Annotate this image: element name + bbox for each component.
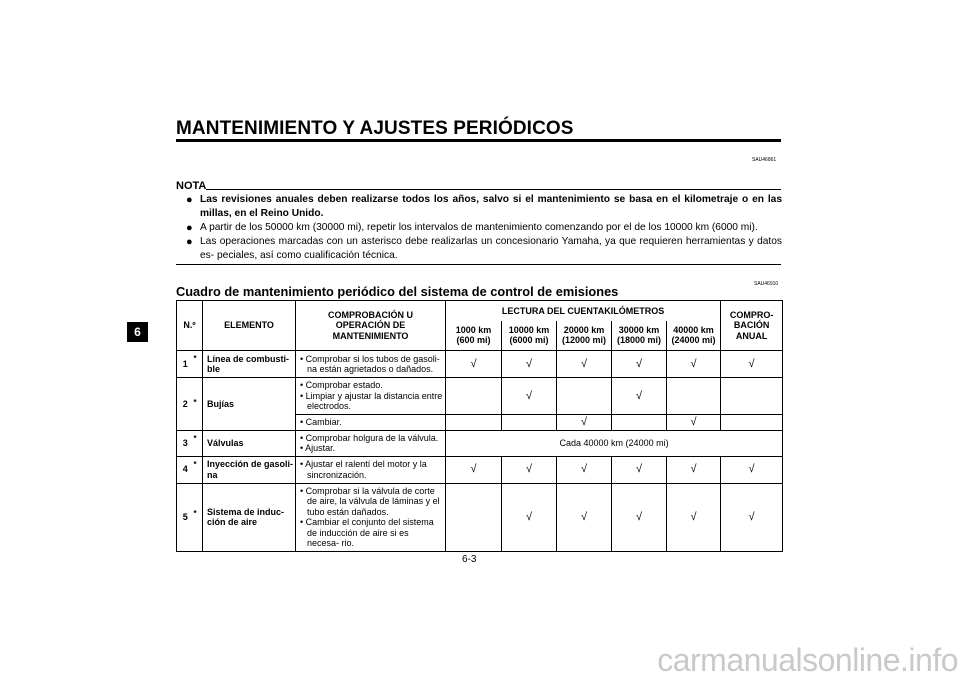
check-mark-icon: √ [667, 483, 721, 551]
row-operation: • Comprobar si los tubos de gasoli- na están agrietados o dañados. [296, 351, 446, 378]
table-row [177, 456, 783, 483]
check-mark-icon: √ [612, 351, 667, 378]
check-mark-icon: √ [667, 351, 721, 378]
empty-cell [612, 414, 667, 430]
bullet-icon: ● [186, 222, 193, 234]
chapter-tab: 6 [127, 322, 148, 342]
check-mark-icon: √ [502, 456, 557, 483]
row-number: 2 [177, 378, 194, 431]
nota-item: Las revisiones anuales deben realizarse todos los años, salvo si el mantenimiento se basa en el kilometraje o en las millas, en el Reino Unido. [200, 194, 782, 219]
empty-cell [446, 378, 502, 415]
check-mark-icon: √ [446, 351, 502, 378]
table-row [177, 430, 783, 456]
watermark: carmanualsonline.info [657, 642, 958, 678]
row-operation: • Comprobar estado. • Limpiar y ajustar la distancia entre electrodos. [296, 378, 446, 415]
header-interval: 10000 km (6000 mi) [502, 321, 557, 351]
bullet-icon: ● [186, 236, 193, 248]
row-element: Bujías [203, 378, 296, 431]
check-mark-icon: √ [667, 414, 721, 430]
nota-item: Las operaciones marcadas con un asterisco debe realizarlas un concesionario Yamaha, ya que requieren herramientas y datos es- peciales, así como cualificación técnica. [200, 236, 782, 261]
asterisk-mark: * [194, 456, 203, 483]
row-operation: • Cambiar. [296, 414, 446, 430]
empty-cell [446, 414, 502, 430]
check-mark-icon: √ [557, 351, 612, 378]
check-mark-icon: √ [557, 456, 612, 483]
check-mark-icon: √ [502, 351, 557, 378]
header-interval: 20000 km (12000 mi) [557, 321, 612, 351]
check-mark-icon: √ [612, 378, 667, 415]
check-mark-icon: √ [667, 456, 721, 483]
maintenance-table [176, 300, 783, 552]
row-element: Válvulas [203, 430, 296, 456]
check-mark-icon: √ [721, 456, 783, 483]
asterisk-mark: * [194, 430, 203, 456]
header-interval: 1000 km (600 mi) [446, 321, 502, 351]
empty-cell [446, 483, 502, 551]
row-number: 4 [177, 456, 194, 483]
header-interval: 40000 km (24000 mi) [667, 321, 721, 351]
section-code: SAU46861 [752, 157, 777, 163]
table-row [177, 378, 783, 415]
row-number: 1 [177, 351, 194, 378]
header-operation: COMPROBACIÓN U OPERACIÓN DE MANTENIMIENTO [296, 301, 446, 351]
check-mark-icon: √ [612, 456, 667, 483]
nota-label: NOTA [176, 180, 207, 192]
table-row [177, 351, 783, 378]
check-mark-icon: √ [446, 456, 502, 483]
check-mark-icon: √ [721, 351, 783, 378]
section-title: Cuadro de mantenimiento periódico del sistema de control de emisiones [176, 284, 619, 299]
check-mark-icon: √ [557, 483, 612, 551]
table-row [177, 483, 783, 551]
row-operation: • Comprobar holgura de la válvula. • Ajustar. [296, 430, 446, 456]
row-operation: • Ajustar el ralentí del motor y la sincronización. [296, 456, 446, 483]
row-element: Sistema de induc- ción de aire [203, 483, 296, 551]
header-annual: COMPRO- BACIÓN ANUAL [721, 301, 783, 351]
page-number: 6-3 [462, 554, 477, 565]
header-element: ELEMENTO [203, 301, 296, 351]
header-num: N.º [177, 301, 203, 351]
nota-end-divider [176, 264, 781, 265]
section-code: SAU46910 [754, 281, 779, 287]
row-element: Línea de combusti- ble [203, 351, 296, 378]
row-number: 3 [177, 430, 194, 456]
empty-cell [557, 378, 612, 415]
check-mark-icon: √ [502, 378, 557, 415]
empty-cell [502, 414, 557, 430]
asterisk-mark: * [194, 378, 203, 431]
nota-divider [206, 189, 781, 190]
row-element: Inyección de gasoli- na [203, 456, 296, 483]
empty-cell [721, 378, 783, 415]
check-mark-icon: √ [721, 483, 783, 551]
nota-item: A partir de los 50000 km (30000 mi), repetir los intervalos de mantenimiento comenzando por el de los 10000 km (6000 mi). [200, 222, 758, 233]
row-operation: • Comprobar si la válvula de corte de aire, la válvula de láminas y el tubo están dañados. • Cambiar el conjunto del sistema de inducción de aire si es necesa- rio. [296, 483, 446, 551]
title-rule [176, 139, 781, 142]
header-interval: 30000 km (18000 mi) [612, 321, 667, 351]
interval-span-text: Cada 40000 km (24000 mi) [446, 430, 783, 456]
check-mark-icon: √ [612, 483, 667, 551]
bullet-icon: ● [186, 194, 193, 206]
asterisk-mark: * [194, 483, 203, 551]
check-mark-icon: √ [557, 414, 612, 430]
header-odometer: LECTURA DEL CUENTAKILÓMETROS [446, 301, 721, 321]
page-title: MANTENIMIENTO Y AJUSTES PERIÓDICOS [176, 118, 574, 139]
empty-cell [667, 378, 721, 415]
empty-cell [721, 414, 783, 430]
check-mark-icon: √ [502, 483, 557, 551]
asterisk-mark: * [194, 351, 203, 378]
row-number: 5 [177, 483, 194, 551]
